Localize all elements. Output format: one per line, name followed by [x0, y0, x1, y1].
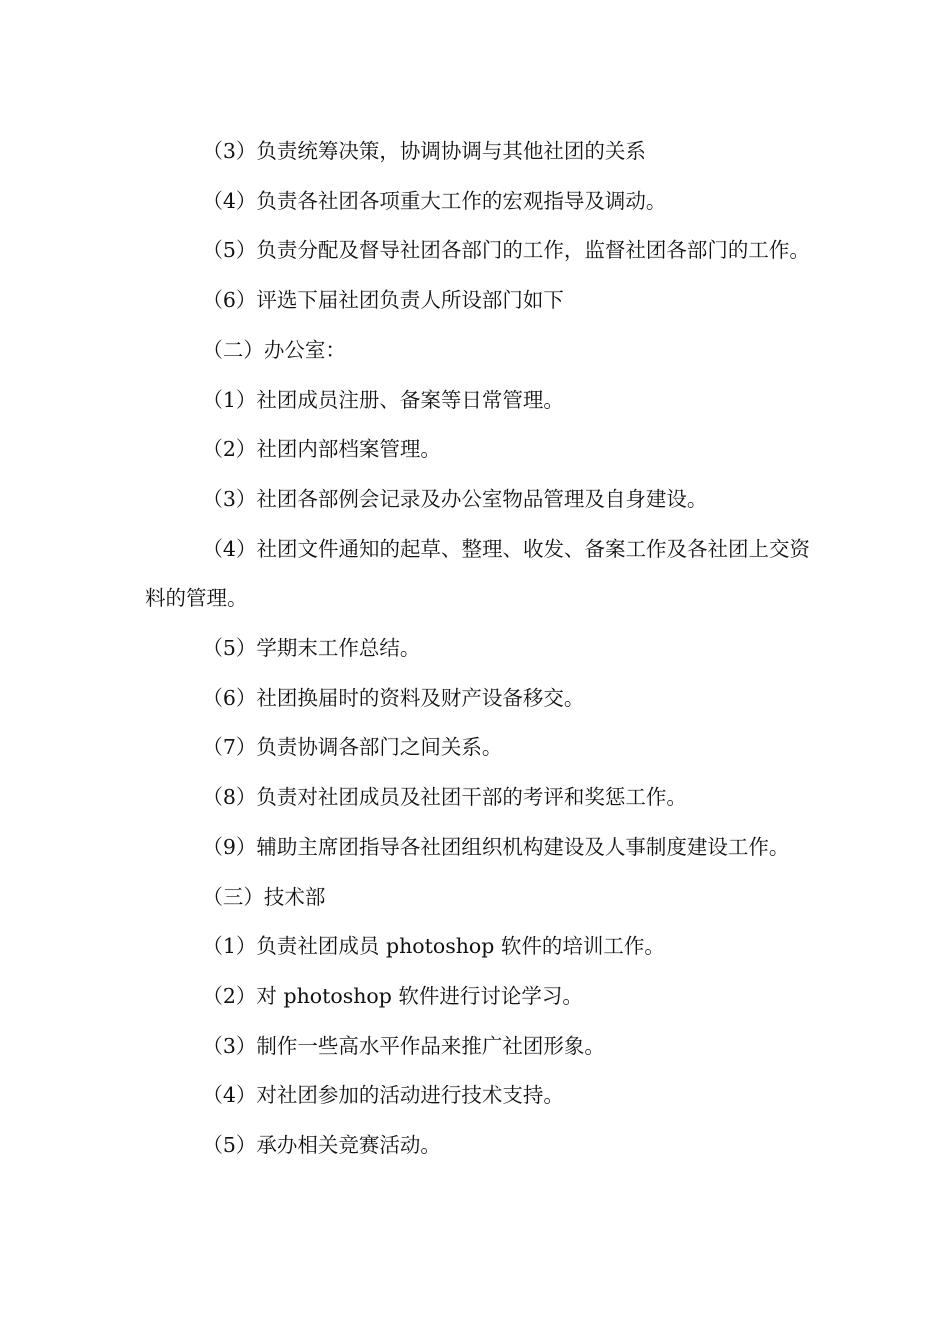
paragraph-12: （7）负责协调各部门之间关系。 — [202, 735, 503, 760]
paragraph-9: （4）社团文件通知的起草、整理、收发、备案工作及各社团上交资料的管理。 — [145, 536, 810, 611]
paragraph-10: （5）学期末工作总结。 — [202, 636, 421, 661]
paragraph-7: （2）社团内部档案管理。 — [202, 437, 441, 462]
paragraph-16: （1）负责社团成员 photoshop 软件的培训工作。 — [202, 934, 665, 959]
paragraph-14: （9）辅助主席团指导各社团组织机构建设及人事制度建设工作。 — [202, 834, 790, 859]
paragraph-3: （5）负责分配及督导社团各部门的工作，监督社团各部门的工作。 — [202, 238, 810, 263]
paragraph-1: （3）负责统筹决策，协调协调与其他社团的关系 — [202, 139, 646, 163]
paragraph-19: （4）对社团参加的活动进行技术支持。 — [202, 1083, 564, 1108]
paragraph-4: （6）评选下届社团负责人所设部门如下 — [202, 288, 564, 313]
document-body — [145, 127, 810, 1171]
section-heading-office: （二）办公室： — [202, 337, 346, 362]
paragraph-20: （5）承办相关竞赛活动。 — [202, 1133, 441, 1158]
paragraph-8: （3）社团各部例会记录及办公室物品管理及自身建设。 — [202, 486, 708, 511]
paragraph-18: （3）制作一些高水平作品来推广社团形象。 — [202, 1033, 605, 1058]
section-heading-tech: （三）技术部 — [202, 884, 326, 909]
paragraph-11: （6）社团换届时的资料及财产设备移交。 — [202, 685, 585, 710]
paragraph-6: （1）社团成员注册、备案等日常管理。 — [202, 387, 564, 412]
paragraph-13: （8）负责对社团成员及社团干部的考评和奖惩工作。 — [202, 785, 687, 810]
paragraph-2: （4）负责各社团各项重大工作的宏观指导及调动。 — [202, 188, 667, 213]
paragraph-17: （2）对 photoshop 软件进行讨论学习。 — [202, 983, 583, 1008]
